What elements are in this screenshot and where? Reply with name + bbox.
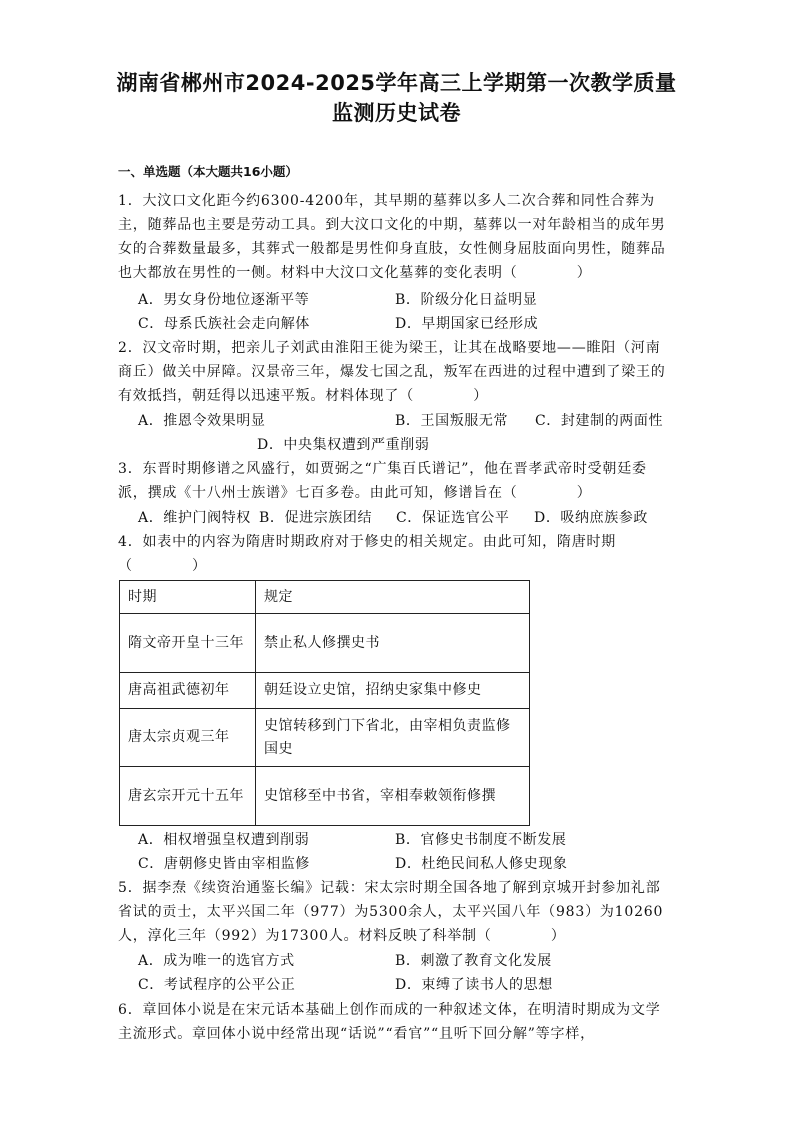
question-4-option-a[interactable]: A．相权增强皇权遭到削弱: [138, 832, 310, 848]
question-4-option-b[interactable]: B．官修史书制度不断发展: [395, 832, 567, 848]
question-1-option-d[interactable]: D．早期国家已经形成: [395, 316, 539, 332]
question-2-option-b[interactable]: B．王国叛服无常: [395, 413, 509, 429]
question-3-option-d[interactable]: D．吸纳庶族参政: [534, 510, 649, 526]
question-4-stem-paren: （ ）: [118, 558, 207, 574]
question-2-stem: 2．汉文帝时期，把亲儿子刘武由淮阳王徙为梁王，让其在战略要地——睢阳（河南商丘）做关中屏障。汉景帝三年，爆发七国之乱，叛军在西进的过程中遭到了梁王的有效抵挡，朝廷得以迅速平叛。材料体现了（ ）: [118, 340, 666, 404]
table-row: [120, 709, 530, 767]
exam-title-line1: 湖南省郴州市2024-2025学年高三上学期第一次教学质量: [116, 71, 677, 95]
question-3-stem: 3．东晋时期修谱之风盛行，如贾弼之“广集百氏谱记”，他在晋孝武帝时受朝廷委派，撰成《十八州士族谱》七百多卷。由此可知，修谱旨在（ ）: [118, 461, 647, 501]
table-cell-period: 唐高祖武德初年: [120, 673, 256, 709]
question-1-stem: 1．大汶口文化距今约6300-4200年，其早期的墓葬以多人二次合葬和同性合葬为主，随葬品也主要是劳动工具。到大汶口文化的中期，墓葬以一对年龄相当的成年男女的合葬数量最多，其葬式一般都是男性仰身直肢，女性侧身屈肢面向男性，随葬品也大都放在男性的一侧。材料中大汶口文化墓葬的变化表明（ ）: [118, 193, 666, 281]
table-row: [120, 767, 530, 826]
table-header-cell: 时期: [120, 581, 256, 614]
question-1-option-c[interactable]: C．母系氏族社会走向解体: [138, 316, 310, 332]
table-cell-rule: 禁止私人修撰史书: [256, 614, 530, 673]
question-4-stem: 4．如表中的内容为隋唐时期政府对于修史的相关规定。由此可知，隋唐时期: [118, 534, 617, 550]
question-3-option-c[interactable]: C．保证选官公平: [396, 510, 510, 526]
question-3-option-b[interactable]: B．促进宗族团结: [259, 510, 373, 526]
question-5-option-b[interactable]: B．刺激了教育文化发展: [395, 953, 552, 969]
section-heading: 一、单选题（本大题共16小题）: [118, 164, 298, 179]
table-cell-rule: 史馆移至中书省，宰相奉敕领衔修撰: [256, 767, 530, 826]
table-cell-rule: 朝廷设立史馆，招纳史家集中修史: [256, 673, 530, 709]
question-6-stem: 6．章回体小说是在宋元话本基础上创作而成的一种叙述文体，在明清时期成为文学主流形式。章回体小说中经常出现“话说”“看官”“且听下回分解”等字样，: [118, 1002, 661, 1042]
table-cell-rule: 史馆转移到门下省北，由宰相负责监修国史: [256, 709, 530, 767]
question-3-option-a[interactable]: A．维护门阀特权: [138, 510, 251, 526]
question-1-option-b[interactable]: B．阶级分化日益明显: [395, 292, 538, 308]
table-cell-period: 隋文帝开皇十三年: [120, 614, 256, 673]
table-header-cell: 规定: [256, 581, 530, 614]
question-5-stem: 5．据李焘《续资治通鉴长编》记载：宋太宗时期全国各地了解到京城开封参加礼部省试的贡士，太平兴国二年（977）为5300余人，太平兴国八年（983）为10260人，淳化三年（992）为17300人。材料反映了科举制（ ）: [118, 880, 664, 944]
question-2-option-d[interactable]: D．中央集权遭到严重削弱: [257, 437, 430, 453]
question-4-option-c[interactable]: C．唐朝修史皆由宰相监修: [138, 856, 310, 872]
table-row: [120, 614, 530, 673]
question-4-option-d[interactable]: D．杜绝民间私人修史现象: [395, 856, 568, 872]
question-2-option-a[interactable]: A．推恩令效果明显: [138, 413, 266, 429]
regulation-table: [119, 580, 530, 826]
table-cell-period: 唐玄宗开元十五年: [120, 767, 256, 826]
question-5-option-c[interactable]: C．考试程序的公平公正: [138, 977, 296, 993]
table-cell-period: 唐太宗贞观三年: [120, 709, 256, 767]
question-2-option-c[interactable]: C．封建制的两面性: [535, 413, 664, 429]
table-row: [120, 673, 530, 709]
question-5-option-d[interactable]: D．束缚了读书人的思想: [395, 977, 553, 993]
question-5-option-a[interactable]: A．成为唯一的选官方式: [138, 953, 295, 969]
table-header-row: [120, 581, 530, 614]
exam-title-line2: 监测历史试卷: [332, 101, 461, 125]
question-1-option-a[interactable]: A．男女身份地位逐渐平等: [138, 292, 310, 308]
